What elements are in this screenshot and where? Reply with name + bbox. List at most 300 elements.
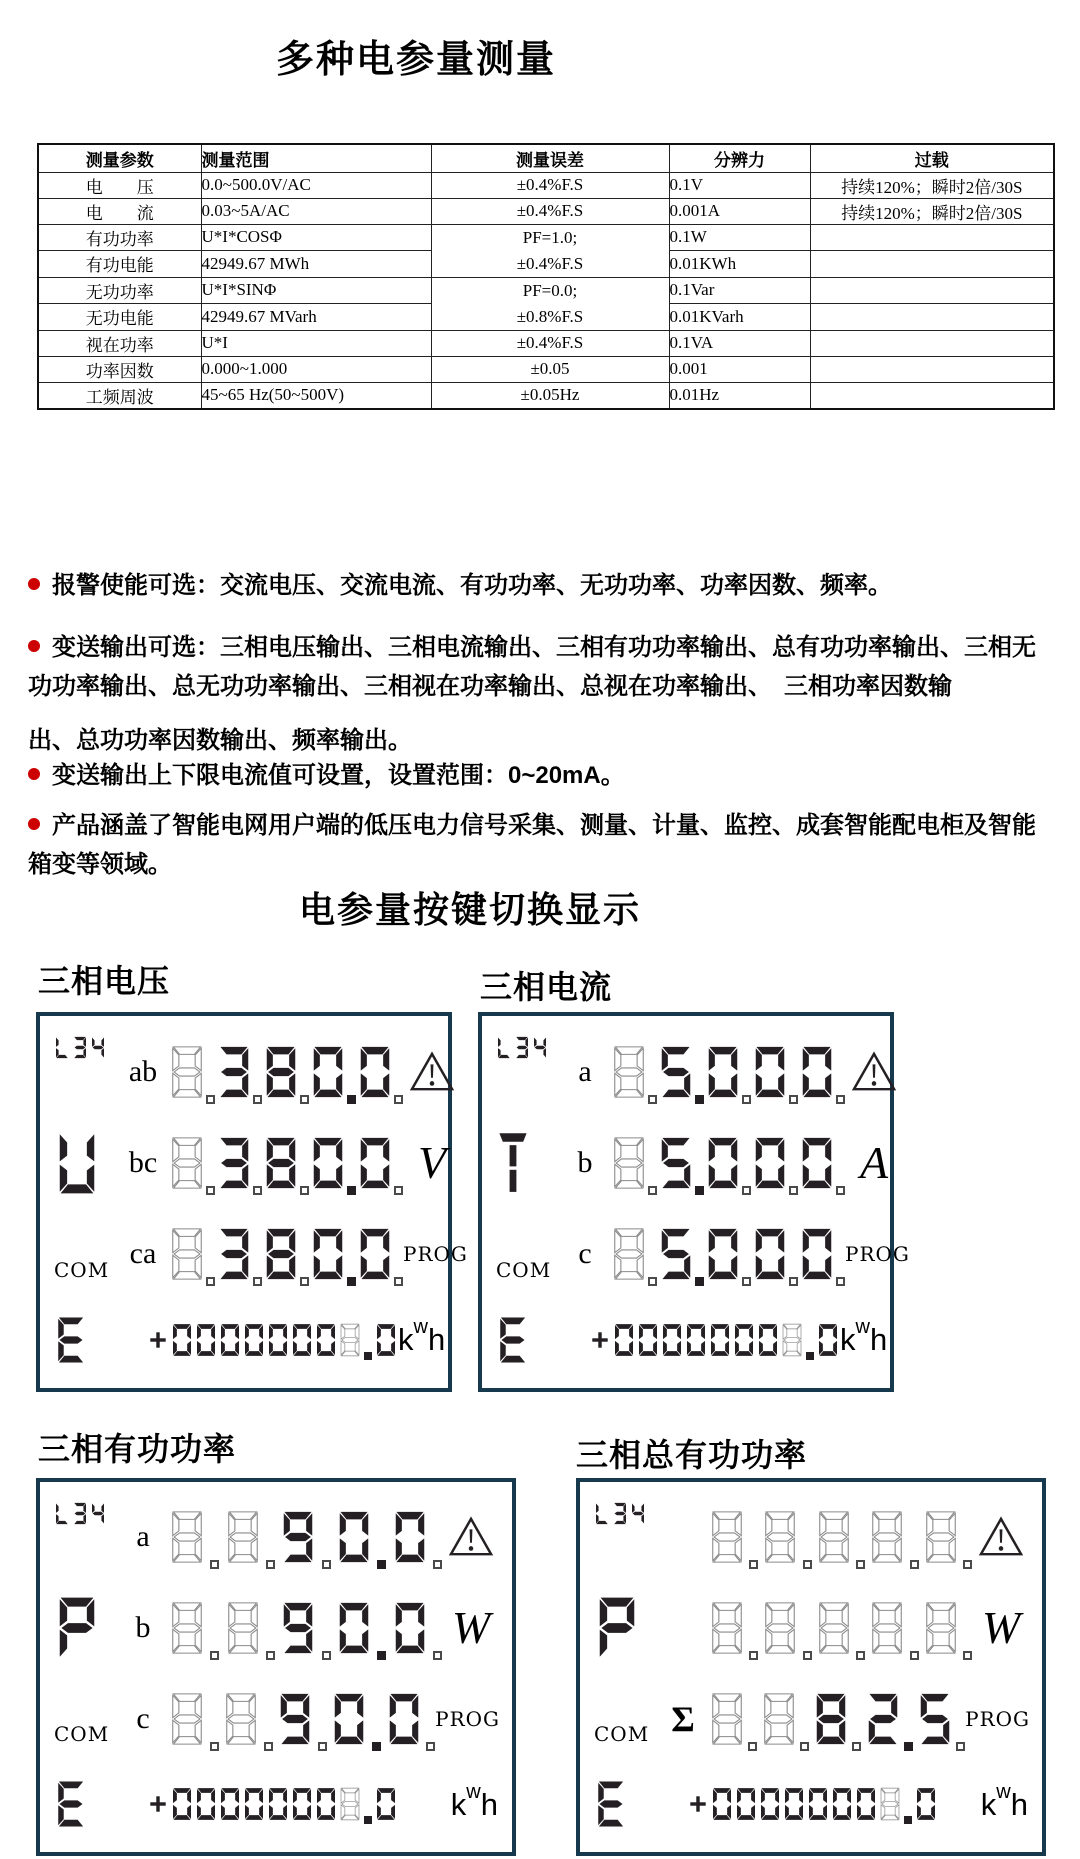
energy-decimal-point xyxy=(364,1816,372,1824)
lcd-right-cell xyxy=(442,1602,500,1653)
seg-digit-G xyxy=(610,1218,648,1290)
prog-label: PROG xyxy=(403,1242,468,1267)
lcd-phase-row xyxy=(54,1209,468,1300)
feature-bullet xyxy=(28,566,1052,605)
cell-resolution: 0.1VA xyxy=(669,330,810,356)
wiring-char-4 xyxy=(630,1500,646,1527)
wiring-indicator xyxy=(594,1500,646,1527)
cell-resolution: 0.001A xyxy=(669,198,810,224)
seg-digit-5 xyxy=(657,1036,695,1108)
seg-digit-8 xyxy=(262,1127,300,1199)
energy-digit-strip xyxy=(146,1317,398,1363)
digit-strip xyxy=(610,1127,845,1199)
energy-row xyxy=(496,1300,888,1380)
decimal-point xyxy=(836,1186,845,1195)
table-row xyxy=(38,198,1054,224)
seg-digit-0 xyxy=(636,1317,660,1363)
decimal-point xyxy=(800,1742,809,1751)
decimal-point xyxy=(749,1560,758,1569)
decimal-point xyxy=(803,1560,812,1569)
digit-strip xyxy=(168,1218,403,1290)
seg-digit-0 xyxy=(356,1036,394,1108)
seg-digit-G xyxy=(168,1683,206,1755)
lcd-right-cell xyxy=(442,1516,500,1558)
cell-range: 0.0~500.0V/AC xyxy=(201,172,431,198)
lcd-left-cell xyxy=(54,1593,118,1663)
seg-digit-G xyxy=(168,1501,206,1573)
cell-param: 功率因数 xyxy=(38,356,201,382)
seg-digit-3 xyxy=(215,1036,253,1108)
decimal-point xyxy=(910,1651,919,1660)
panel-title: 三相电流 xyxy=(480,969,613,1005)
cell-param: 电 流 xyxy=(38,198,201,224)
section-title: 电参量按键切换显示 xyxy=(298,889,641,930)
decimal-point xyxy=(318,1742,327,1751)
header-overload: 过载 xyxy=(810,144,1054,172)
seg-digit-G xyxy=(168,1036,206,1108)
seg-digit-0 xyxy=(170,1781,194,1827)
wiring-char-3 xyxy=(72,1034,88,1061)
decimal-point xyxy=(300,1277,309,1286)
decimal-point xyxy=(264,1742,273,1751)
decimal-point xyxy=(426,1742,435,1751)
cell-overload xyxy=(810,330,1054,356)
wiring-char-L xyxy=(496,1034,512,1061)
phase-label: c xyxy=(136,1701,150,1735)
error-line: ±0.4%F.S xyxy=(516,253,584,273)
phase-label: a xyxy=(578,1054,592,1088)
seg-digit-9 xyxy=(279,1501,317,1573)
lcd-right-cell xyxy=(972,1516,1030,1558)
cell-param: 视在功率 xyxy=(38,330,201,356)
lcd-right-cell xyxy=(845,1136,903,1188)
lcd-left-cell xyxy=(594,1776,658,1832)
seg-digit-0 xyxy=(194,1317,218,1363)
seg-digit-G xyxy=(168,1218,206,1290)
seg-digit-G xyxy=(708,1501,746,1573)
current-symbol xyxy=(496,1129,530,1197)
feature-text: 报警使能可选：交流电压、交流电流、有功功率、无功功率、功率因数、频率。 xyxy=(52,572,892,599)
wiring-indicator xyxy=(496,1034,548,1061)
lcd-phase-row xyxy=(594,1492,1030,1583)
digit-strip xyxy=(168,1036,403,1108)
cell-range: 0.000~1.000 xyxy=(201,356,431,382)
cell-error: ±0.4%F.S xyxy=(431,172,669,198)
cell-param: 有功电能 xyxy=(38,251,201,278)
seg-digit-0 xyxy=(708,1317,732,1363)
wiring-char-4 xyxy=(532,1034,548,1061)
seg-digit-8 xyxy=(262,1218,300,1290)
decimal-point-lit xyxy=(695,1095,704,1104)
seg-digit-G xyxy=(868,1501,906,1573)
decimal-point xyxy=(394,1095,403,1104)
seg-digit-0 xyxy=(798,1036,836,1108)
error-line: ±0.8%F.S xyxy=(516,306,584,326)
bullet-dot-icon xyxy=(28,768,40,780)
cell-resolution: 0.1Var xyxy=(669,277,810,304)
decimal-point-lit xyxy=(347,1095,356,1104)
seg-digit-+ xyxy=(588,1317,612,1363)
cell-range: 45~65 Hz(50~500V) xyxy=(201,382,431,409)
unit-w-sup: w xyxy=(855,1316,870,1339)
digit-strip xyxy=(610,1218,845,1290)
unit-label-W: W xyxy=(981,1602,1021,1653)
panel-title: 三相电压 xyxy=(38,963,171,999)
seg-digit-0 xyxy=(751,1036,789,1108)
cell-param: 有功功率 xyxy=(38,224,201,251)
feature-text: 变送输出可选：三相电压输出、三相电流输出、三相有功功率输出、总有功功率输出、三相无功功率输出、总无功功率输出、三相视在功率输出、总视在功率输出、 三相功率因数输 xyxy=(28,634,1036,700)
seg-digit-0 xyxy=(806,1781,830,1827)
header-error: 测量误差 xyxy=(431,144,669,172)
lcd-panel xyxy=(36,1012,468,1392)
lcd-phase-row xyxy=(54,1583,500,1674)
com-label: COM xyxy=(54,1722,110,1747)
warning-icon xyxy=(409,1051,455,1093)
seg-digit-G xyxy=(922,1501,960,1573)
header-resolution: 分辨力 xyxy=(669,144,810,172)
cell-range: 42949.67 MVarh xyxy=(201,304,431,331)
unit-k: k xyxy=(450,1786,467,1822)
cell-range: U*I*SINΦ xyxy=(201,277,431,304)
seg-digit-G xyxy=(168,1127,206,1199)
seg-digit-0 xyxy=(385,1683,423,1755)
digit-strip xyxy=(168,1127,403,1199)
lcd-phase-row xyxy=(594,1583,1030,1674)
decimal-point xyxy=(963,1651,972,1660)
warning-icon xyxy=(978,1516,1024,1558)
lcd-left-cell xyxy=(54,1492,118,1527)
wiring-char-3 xyxy=(72,1500,88,1527)
lcd-right-cell xyxy=(845,1051,903,1093)
seg-digit-0 xyxy=(374,1317,398,1363)
seg-digit-G xyxy=(760,1683,798,1755)
feature-bullet xyxy=(28,628,1052,760)
energy-unit-label xyxy=(450,1780,500,1822)
phase-label: b xyxy=(577,1145,593,1179)
decimal-point xyxy=(963,1560,972,1569)
cell-overload xyxy=(810,382,1054,409)
unit-w-sup: w xyxy=(466,1780,481,1803)
wiring-char-L xyxy=(594,1500,610,1527)
spec-table-body xyxy=(38,172,1054,409)
decimal-point xyxy=(789,1186,798,1195)
seg-digit-0 xyxy=(309,1127,347,1199)
seg-digit-0 xyxy=(684,1317,708,1363)
seg-digit-3 xyxy=(215,1127,253,1199)
seg-digit-0 xyxy=(374,1781,398,1827)
unit-w-sup: w xyxy=(413,1316,428,1339)
seg-digit-G xyxy=(878,1781,902,1827)
seg-digit-0 xyxy=(816,1317,840,1363)
decimal-point xyxy=(322,1651,331,1660)
error-line: PF=1.0; xyxy=(522,227,578,247)
warning-icon xyxy=(448,1516,494,1558)
seg-digit-5 xyxy=(916,1683,954,1755)
seg-digit-G xyxy=(224,1592,262,1664)
lcd-left-cell xyxy=(594,1593,658,1663)
lcd-panel xyxy=(36,1478,516,1856)
unit-h: h xyxy=(869,1322,888,1358)
seg-digit-0 xyxy=(242,1317,266,1363)
decimal-point-lit xyxy=(695,1186,704,1195)
seg-digit-8 xyxy=(812,1683,850,1755)
seg-digit-0 xyxy=(314,1781,338,1827)
unit-label-A: A xyxy=(859,1136,889,1188)
lcd-right-cell xyxy=(972,1602,1030,1653)
seg-digit-0 xyxy=(218,1781,242,1827)
lcd-right-cell xyxy=(435,1707,500,1731)
error-line: PF=0.0; xyxy=(522,280,578,300)
seg-digit-0 xyxy=(266,1317,290,1363)
seg-digit-G xyxy=(815,1501,853,1573)
lcd-left-cell xyxy=(54,1722,118,1764)
seg-digit-2 xyxy=(864,1683,902,1755)
decimal-point-lit xyxy=(372,1742,381,1751)
wiring-char-3 xyxy=(612,1500,628,1527)
lcd-left-cell xyxy=(54,1128,118,1198)
lcd-panel xyxy=(478,1012,910,1392)
table-header-row xyxy=(38,144,1054,172)
lcd-panel xyxy=(576,1478,1046,1856)
seg-digit-0 xyxy=(798,1127,836,1199)
seg-digit-0 xyxy=(356,1127,394,1199)
lcd-phase-row xyxy=(594,1673,1030,1764)
seg-digit-0 xyxy=(356,1218,394,1290)
seg-digit-0 xyxy=(194,1781,218,1827)
decimal-point xyxy=(749,1651,758,1660)
unit-label-V: V xyxy=(417,1136,447,1188)
lcd-left-cell xyxy=(54,1312,118,1368)
cell-resolution: 0.01KVarh xyxy=(669,304,810,331)
seg-digit-9 xyxy=(279,1592,317,1664)
seg-digit-0 xyxy=(704,1127,742,1199)
feature-text-continued: 出、总功功率因数输出、频率输出。 xyxy=(28,727,412,754)
decimal-point xyxy=(394,1186,403,1195)
digit-strip xyxy=(610,1036,845,1108)
phase-label: b xyxy=(135,1611,151,1644)
spec-table xyxy=(37,143,1055,410)
lcd-phase-row xyxy=(54,1117,447,1208)
seg-digit-G xyxy=(815,1592,853,1664)
seg-digit-G xyxy=(761,1592,799,1664)
decimal-point-lit xyxy=(904,1742,913,1751)
decimal-point xyxy=(856,1651,865,1660)
decimal-point xyxy=(789,1277,798,1286)
decimal-point xyxy=(206,1095,215,1104)
seg-digit-G xyxy=(610,1036,648,1108)
seg-digit-0 xyxy=(391,1501,429,1573)
seg-digit-0 xyxy=(782,1781,806,1827)
lcd-right-cell xyxy=(403,1136,461,1188)
table-row xyxy=(38,356,1054,382)
decimal-point xyxy=(253,1095,262,1104)
decimal-point xyxy=(253,1277,262,1286)
cell-range: 42949.67 MWh xyxy=(201,251,431,278)
seg-digit-+ xyxy=(146,1317,170,1363)
decimal-point xyxy=(742,1095,751,1104)
seg-digit-0 xyxy=(710,1781,734,1827)
seg-digit-0 xyxy=(798,1218,836,1290)
seg-digit-0 xyxy=(734,1781,758,1827)
parameter-symbol-P xyxy=(54,1593,100,1663)
lcd-left-cell xyxy=(54,1776,118,1832)
feature-text: 产品涵盖了智能电网用户端的低压电力信号采集、测量、计量、监控、成套智能配电柜及智能箱变等领域。 xyxy=(28,812,1036,878)
seg-digit-0 xyxy=(290,1781,314,1827)
cell-resolution: 0.01Hz xyxy=(669,382,810,409)
cell-overload xyxy=(810,356,1054,382)
seg-digit-G xyxy=(922,1592,960,1664)
cell-error: ±0.4%F.S xyxy=(431,198,669,224)
phase-label: a xyxy=(136,1520,150,1554)
lcd-left-cell xyxy=(594,1492,658,1527)
decimal-point xyxy=(648,1277,657,1286)
seg-digit-0 xyxy=(758,1781,782,1827)
seg-digit-0 xyxy=(335,1592,373,1664)
prog-label: PROG xyxy=(845,1242,910,1267)
decimal-point xyxy=(836,1277,845,1286)
seg-digit-0 xyxy=(242,1781,266,1827)
cell-error xyxy=(431,277,669,330)
decimal-point-lit xyxy=(347,1277,356,1286)
seg-digit-0 xyxy=(314,1317,338,1363)
digit-strip xyxy=(168,1592,442,1664)
phase-label: Σ xyxy=(671,1698,695,1739)
energy-symbol-E xyxy=(594,1776,628,1832)
prog-label: PROG xyxy=(435,1706,500,1731)
seg-digit-0 xyxy=(330,1683,368,1755)
decimal-point xyxy=(206,1186,215,1195)
energy-unit-label xyxy=(980,1780,1030,1822)
lcd-phase-row xyxy=(496,1026,878,1117)
decimal-point xyxy=(910,1560,919,1569)
feature-bullet xyxy=(28,806,1052,884)
decimal-point-lit xyxy=(695,1277,704,1286)
seg-digit-0 xyxy=(854,1781,878,1827)
panel-title: 三相有功功率 xyxy=(38,1431,237,1467)
cell-error: ±0.4%F.S xyxy=(431,330,669,356)
warning-icon xyxy=(851,1051,897,1093)
decimal-point-lit xyxy=(377,1560,386,1569)
cell-overload: 持续120%；瞬时2倍/30S xyxy=(810,172,1054,198)
lcd-left-cell xyxy=(54,1026,118,1061)
parameter-symbol-U xyxy=(54,1128,100,1198)
header-range: 测量范围 xyxy=(201,144,431,172)
decimal-point xyxy=(852,1742,861,1751)
page-title: 多种电参量测量 xyxy=(275,39,556,81)
seg-digit-5 xyxy=(657,1218,695,1290)
unit-label-W: W xyxy=(451,1602,491,1653)
seg-digit-G xyxy=(338,1317,362,1363)
lcd-left-cell xyxy=(496,1129,560,1197)
panel-title: 三相总有功功率 xyxy=(576,1437,808,1473)
wiring-char-L xyxy=(54,1500,70,1527)
unit-h: h xyxy=(480,1786,498,1822)
seg-digit-0 xyxy=(660,1317,684,1363)
unit-k: k xyxy=(980,1786,997,1822)
unit-k: k xyxy=(398,1322,414,1358)
seg-digit-G xyxy=(761,1501,799,1573)
cell-param: 无功功率 xyxy=(38,277,201,304)
decimal-point xyxy=(322,1560,331,1569)
wiring-char-3 xyxy=(514,1034,530,1061)
cell-error xyxy=(431,224,669,277)
phase-label: bc xyxy=(128,1145,158,1179)
lcd-right-cell xyxy=(965,1707,1030,1731)
decimal-point xyxy=(803,1651,812,1660)
seg-digit-0 xyxy=(756,1317,780,1363)
seg-digit-G xyxy=(868,1592,906,1664)
cell-resolution: 0.1W xyxy=(669,224,810,251)
com-label: COM xyxy=(594,1722,650,1747)
wiring-indicator xyxy=(54,1034,106,1061)
energy-row xyxy=(54,1300,446,1380)
cell-overload xyxy=(810,251,1054,278)
lcd-left-cell xyxy=(496,1312,560,1368)
decimal-point-lit xyxy=(347,1186,356,1195)
bullet-dot-icon xyxy=(28,818,40,830)
unit-h: h xyxy=(1010,1786,1028,1822)
digit-strip xyxy=(168,1683,435,1755)
decimal-point xyxy=(394,1277,403,1286)
seg-digit-0 xyxy=(218,1317,242,1363)
seg-digit-8 xyxy=(262,1036,300,1108)
lcd-right-cell xyxy=(403,1242,468,1266)
energy-decimal-point xyxy=(904,1816,912,1824)
seg-digit-G xyxy=(168,1592,206,1664)
table-row xyxy=(38,382,1054,409)
wiring-char-4 xyxy=(90,1034,106,1061)
decimal-point-lit xyxy=(377,1651,386,1660)
cell-resolution: 0.001 xyxy=(669,356,810,382)
energy-digit-strip xyxy=(686,1781,938,1827)
prog-label: PROG xyxy=(965,1706,1030,1731)
energy-symbol-E xyxy=(54,1776,88,1832)
seg-digit-5 xyxy=(657,1127,695,1199)
seg-digit-0 xyxy=(309,1218,347,1290)
cell-overload xyxy=(810,277,1054,304)
seg-digit-0 xyxy=(704,1036,742,1108)
decimal-point xyxy=(210,1651,219,1660)
energy-symbol-E xyxy=(496,1312,530,1368)
phase-label: ab xyxy=(128,1054,158,1088)
lcd-phase-row xyxy=(54,1026,436,1117)
lcd-phase-row xyxy=(496,1209,910,1300)
cell-range: 0.03~5A/AC xyxy=(201,198,431,224)
unit-w-sup: w xyxy=(996,1780,1011,1803)
feature-bullet xyxy=(28,756,1052,795)
com-label: COM xyxy=(54,1257,110,1282)
decimal-point xyxy=(206,1277,215,1286)
header-param: 测量参数 xyxy=(38,144,201,172)
seg-digit-+ xyxy=(686,1781,710,1827)
cell-error: ±0.05 xyxy=(431,356,669,382)
parameter-symbol-P xyxy=(594,1593,640,1663)
energy-decimal-point xyxy=(364,1352,372,1360)
unit-k: k xyxy=(840,1322,856,1358)
decimal-point xyxy=(648,1186,657,1195)
seg-digit-0 xyxy=(830,1781,854,1827)
lcd-right-cell xyxy=(403,1051,461,1093)
decimal-point xyxy=(836,1095,845,1104)
seg-digit-9 xyxy=(276,1683,314,1755)
decimal-point xyxy=(253,1186,262,1195)
seg-digit-0 xyxy=(914,1781,938,1827)
decimal-point xyxy=(300,1095,309,1104)
energy-digit-strip xyxy=(146,1781,398,1827)
seg-digit-0 xyxy=(266,1781,290,1827)
decimal-point xyxy=(648,1095,657,1104)
energy-digit-strip xyxy=(588,1317,840,1363)
